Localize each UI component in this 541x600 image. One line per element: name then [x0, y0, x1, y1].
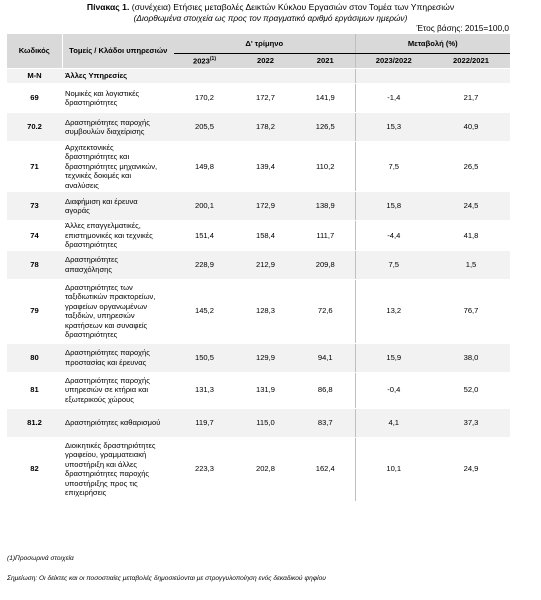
header-2022: 2022: [235, 54, 296, 69]
row-description-line: γραφείου, γραμματειακή: [65, 450, 147, 459]
row-description-line: ταξιδιών, υπηρεσιών: [65, 311, 135, 320]
row-description-line: Νομικές και λογιστικές: [65, 88, 140, 98]
row-description-line: Δραστηριότητες: [65, 255, 119, 264]
row-description: [62, 221, 174, 251]
header-2021: 2021: [296, 54, 355, 69]
table-row: [7, 113, 510, 142]
row-code: 74: [7, 221, 62, 251]
row-description-line: Διοικητικές δραστηριότητες: [65, 440, 156, 450]
row-description-line: προστασίας και έρευνας: [65, 357, 147, 367]
header-change-2022-2021: 2022/2021: [432, 54, 510, 69]
row-description-line: δραστηριότητες μηχανικών,: [65, 161, 158, 171]
value-2023: 131,3: [174, 372, 235, 408]
change-2023-2022: 4,1: [355, 408, 432, 437]
row-description-line: απασχόλησης: [65, 264, 113, 274]
header-sector: Τομείς / Κλάδοι υπηρεσιών: [62, 34, 174, 69]
change-2022-2021: 24,9: [432, 437, 510, 501]
value-2022: 115,0: [235, 408, 296, 437]
row-code: 78: [7, 250, 62, 279]
row-description: [62, 250, 174, 279]
change-2023-2022: -1,4: [355, 84, 432, 113]
row-code: 80: [7, 343, 62, 372]
value-2021: 162,4: [296, 437, 355, 501]
row-description-line: τεχνικές δοκιμές και: [65, 171, 132, 181]
row-code: 70.2: [7, 113, 62, 142]
value-2023: 149,8: [174, 142, 235, 192]
section-code: M-N: [7, 69, 62, 84]
footnote: (1)Προσωρινά στοιχεία: [7, 555, 74, 562]
row-description-line: Δραστηριότητες παροχής: [65, 348, 150, 357]
row-code: 79: [7, 279, 62, 343]
table-row: [7, 142, 510, 192]
value-2021: 111,7: [296, 221, 355, 251]
note: Σημείωση: Οι δείκτες και οι ποσοστιαίες μεταβολές δημοσιεύονται με στρογγυλοποίηση ενός δεκαδικού ψηφίου: [7, 575, 326, 582]
row-description-line: υπηρεσιών σε κτήρια και: [65, 385, 149, 395]
change-2023-2022: 13,2: [355, 279, 432, 343]
change-2022-2021: 26,5: [432, 142, 510, 192]
value-2022: 178,2: [235, 113, 296, 142]
row-description-line: Αρχιτεκτονικές: [65, 142, 114, 152]
row-description-line: δραστηριότητες: [65, 240, 118, 249]
row-code: 82: [7, 437, 62, 501]
change-2023-2022: -0,4: [355, 372, 432, 408]
change-2023-2022: 7,5: [355, 250, 432, 279]
table-row: [7, 84, 510, 113]
row-code: 71: [7, 142, 62, 192]
row-description-line: επιστημονικές και τεχνικές: [65, 230, 153, 240]
row-description-line: γραφείων οργανωμένων: [65, 301, 148, 311]
row-description-line: εξωτερικούς χώρους: [65, 394, 134, 404]
header-2023: 2023$^{(1)}$: [174, 54, 235, 69]
value-2022: 172,7: [235, 84, 296, 113]
row-description: [62, 84, 174, 113]
table-title-text: (συνέχεια) Ετήσιες μεταβολές Δεικτών Κύκλου Εργασιών στον Τομέα των Υπηρεσιών: [129, 2, 455, 12]
row-code: 73: [7, 192, 62, 221]
row-description: [62, 372, 174, 408]
value-2022: 172,9: [235, 192, 296, 221]
row-description-line: Άλλες επαγγελματικές,: [65, 221, 141, 230]
change-2022-2021: 76,7: [432, 279, 510, 343]
value-2023: 119,7: [174, 408, 235, 437]
table-row: [7, 372, 510, 408]
row-description-line: υποστήριξη και άλλες: [65, 459, 138, 469]
table-row: [7, 408, 510, 437]
change-2022-2021: 1,5: [432, 250, 510, 279]
value-2022: 158,4: [235, 221, 296, 251]
row-description-line: συμβουλών διαχείρισης: [65, 127, 145, 136]
value-2021: 126,5: [296, 113, 355, 142]
change-2023-2022: 15,8: [355, 192, 432, 221]
table-row: [7, 192, 510, 221]
row-description-line: αναλύσεις: [65, 180, 99, 190]
value-2022: 129,9: [235, 343, 296, 372]
table-row: [7, 250, 510, 279]
row-description-line: δραστηριότητες παροχής: [65, 469, 150, 478]
row-description: [62, 113, 174, 142]
value-2022: 131,9: [235, 372, 296, 408]
row-description-line: επιχειρήσεις: [65, 488, 107, 497]
header-change-2023-2022: 2023/2022: [355, 54, 432, 69]
change-2023-2022: -4,4: [355, 221, 432, 251]
value-2021: 72,6: [296, 279, 355, 343]
row-description-line: κρατήσεων και συναφείς: [65, 320, 148, 330]
row-description-line: Δραστηριότητες παροχής: [65, 117, 150, 127]
value-2022: 212,9: [235, 250, 296, 279]
row-description: [62, 142, 174, 192]
table-subtitle: (Διορθωμένα στοιχεία ως προς τον πραγματικό αριθμό εργάσιμων ημερών): [133, 13, 408, 23]
value-2023: 145,2: [174, 279, 235, 343]
value-2023: 223,3: [174, 437, 235, 501]
row-description: [62, 343, 174, 372]
change-2022-2021: 38,0: [432, 343, 510, 372]
change-2022-2021: 52,0: [432, 372, 510, 408]
value-2021: 94,1: [296, 343, 355, 372]
row-description: [62, 192, 174, 221]
row-description-line: αγοράς: [65, 206, 90, 215]
value-2021: 83,7: [296, 408, 355, 437]
table-number: Πίνακας 1.: [86, 2, 130, 12]
row-description: [62, 279, 174, 343]
row-description-line: ταξιδιωτικών πρακτορείων,: [65, 292, 156, 301]
value-2021: 110,2: [296, 142, 355, 192]
change-2022-2021: 24,5: [432, 192, 510, 221]
base-year: Έτος βάσης: 2015=100,0: [416, 23, 509, 33]
change-2022-2021: 41,8: [432, 221, 510, 251]
row-description-line: Δραστηριότητες των: [65, 282, 133, 292]
change-2023-2022: 10,1: [355, 437, 432, 501]
row-code: 81.2: [7, 408, 62, 437]
value-2022: 128,3: [235, 279, 296, 343]
table-title: [0, 2, 541, 13]
row-description-line: Διαφήμιση και έρευνα: [65, 196, 138, 206]
value-2023: 205,5: [174, 113, 235, 142]
value-2023: 228,9: [174, 250, 235, 279]
data-table: [7, 34, 510, 502]
value-2021: 209,8: [296, 250, 355, 279]
change-2023-2022: 7,5: [355, 142, 432, 192]
value-2022: 202,8: [235, 437, 296, 501]
header-code: Κωδικός: [7, 34, 62, 69]
value-2021: 138,9: [296, 192, 355, 221]
change-2022-2021: 37,3: [432, 408, 510, 437]
change-2022-2021: 21,7: [432, 84, 510, 113]
row-description-line: Δραστηριότητες παροχής: [65, 375, 150, 385]
section-label: Άλλες Υπηρεσίες: [62, 69, 174, 84]
table-row: [7, 343, 510, 372]
table-row: [7, 437, 510, 501]
row-description: [62, 408, 174, 437]
value-2021: 141,9: [296, 84, 355, 113]
row-description-line: δραστηριότητες: [65, 98, 118, 107]
value-2021: 86,8: [296, 372, 355, 408]
row-code: 81: [7, 372, 62, 408]
change-2023-2022: 15,3: [355, 113, 432, 142]
change-2023-2022: 15,9: [355, 343, 432, 372]
row-description-line: δραστηριότητες και: [65, 152, 130, 162]
value-2022: 139,4: [235, 142, 296, 192]
row-description-line: δραστηριότητες: [65, 330, 118, 339]
value-2023: 151,4: [174, 221, 235, 251]
change-2022-2021: 40,9: [432, 113, 510, 142]
value-2023: 170,2: [174, 84, 235, 113]
value-2023: 200,1: [174, 192, 235, 221]
header-quarter: Δ' τρίμηνο: [174, 34, 355, 54]
table-row: [7, 279, 510, 343]
header-change: Μεταβολή (%): [355, 34, 510, 54]
row-code: 69: [7, 84, 62, 113]
section-row: [7, 69, 510, 84]
row-description: [62, 437, 174, 501]
row-description-line: Δραστηριότητες καθαρισμού: [65, 417, 161, 427]
row-description-line: υποστήριξης προς τις: [65, 478, 138, 488]
value-2023: 150,5: [174, 343, 235, 372]
table-row: [7, 221, 510, 251]
